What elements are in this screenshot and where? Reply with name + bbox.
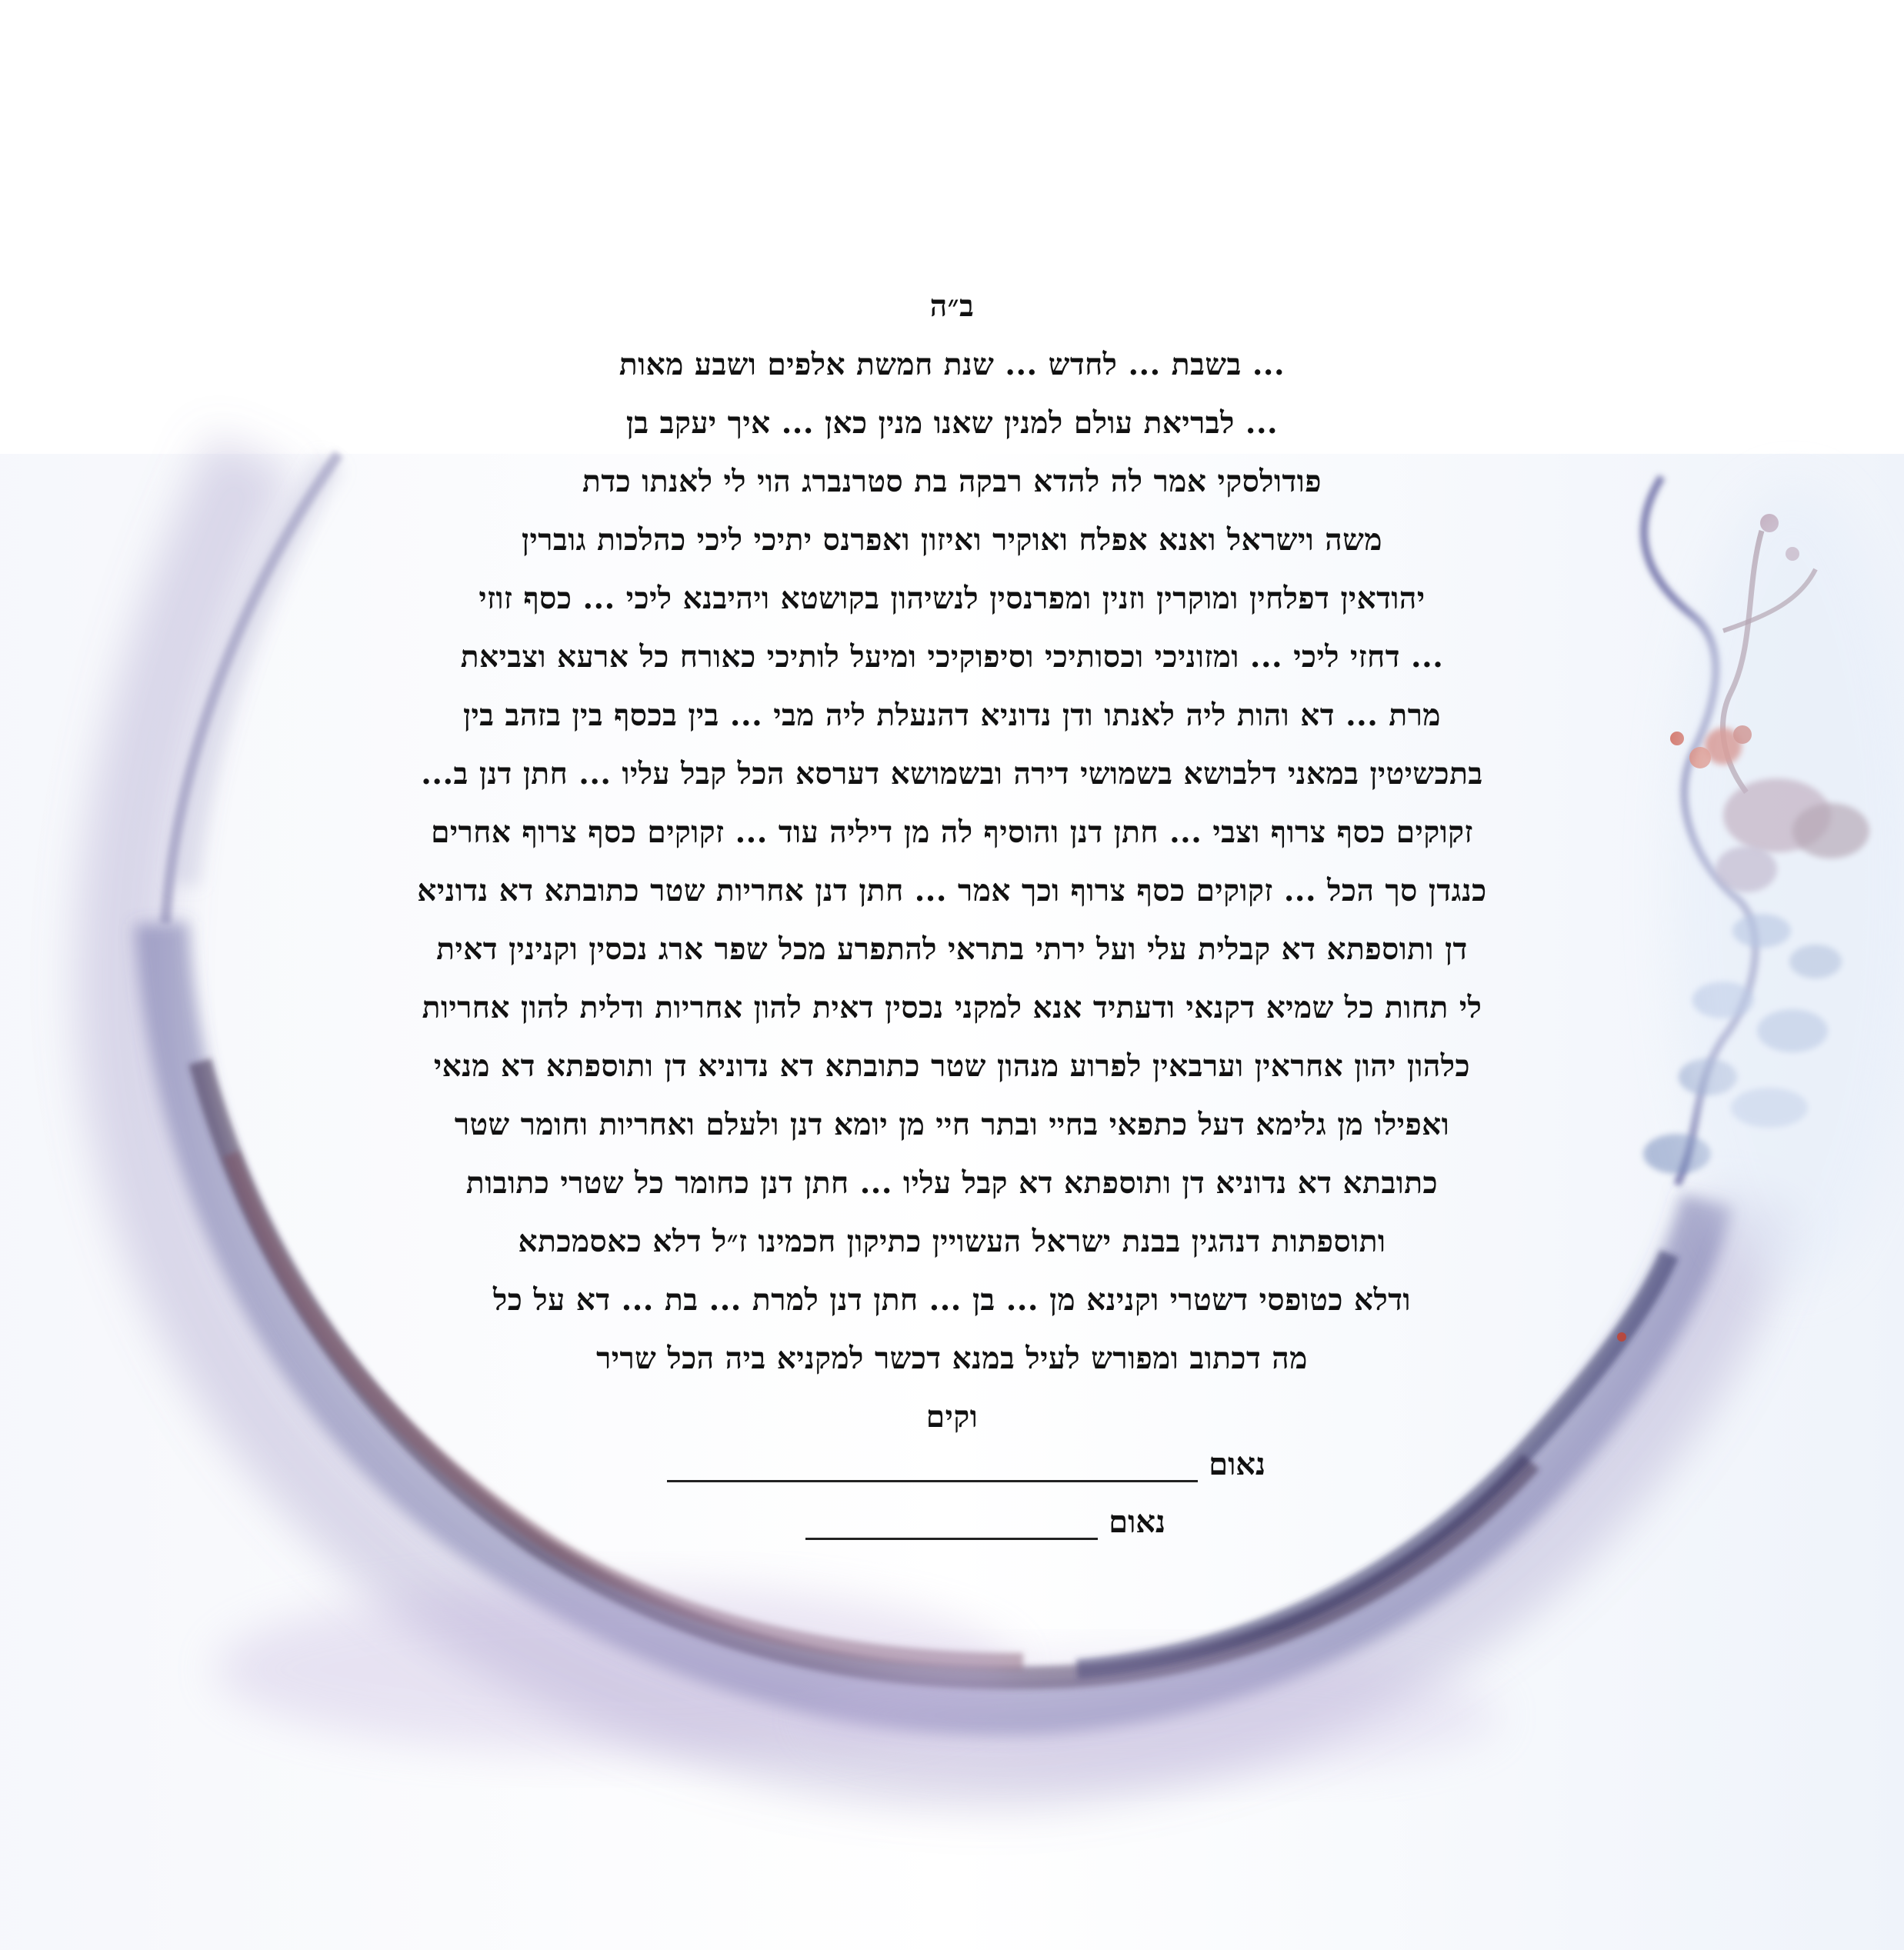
text-line-18: מה דכתוב ומפורש לעיל במנא דכשר למקניא ביה הכל שריר xyxy=(596,1341,1308,1376)
witness-2-signature-line xyxy=(805,1515,1098,1540)
text-line-15: כתובתא דא נדוניא דן ותוספתא דא קבל עליו ... חתן דנן כחומר כל שטרי כתובות xyxy=(465,1165,1439,1201)
text-line-9: זקוקים כסף צרוף וצבי ... חתן דנן והוסיף לה מן דיליה עוד ... זקוקים כסף צרוף אחרים xyxy=(431,815,1473,850)
text-line-17: ודלא כטופסי דשטרי וקנינא מן ... בן ... חתן דנן למרת ... בת ... דא על כל xyxy=(493,1282,1411,1318)
witness-1-label: נאום xyxy=(1209,1446,1265,1482)
ketubah-text xyxy=(0,277,1904,1446)
header-bh: ב״ה xyxy=(929,288,975,324)
text-line-8: בתכשיטין במאני דלבושא בשמושי דירה ובשמושא דערסא הכל קבל עליו ... חתן דנן ב... xyxy=(421,756,1483,792)
witness-2-label: נאום xyxy=(1109,1504,1165,1540)
text-line-10: כנגדן סך הכל ... זקוקים כסף צרוף וכך אמר ... חתן דנן אחריות שטר כתובתא דא נדוניא xyxy=(417,873,1487,908)
text-line-7: מרת ... דא והות ליה לאנתו ודן נדוניא דהנעלת ליה מבי ... בין בכסף בין בזהב בין xyxy=(463,698,1441,733)
text-line-12: לי תחות כל שמיא דקנאי ודעתיד אנא למקני נכסין דאית להון אחריות ודלית להון אחריות xyxy=(422,990,1482,1025)
text-line-4: משה וישראל ואנא אפלח ואוקיר ואיזון ואפרנס יתיכי ליכי כהלכות גוברין xyxy=(522,522,1382,558)
witness-2-signature xyxy=(805,1504,1165,1540)
text-line-16: ותוספתות דנהגין בבנת ישראל העשויין כתיקון חכמינו ז״ל דלא כאסמכתא xyxy=(518,1224,1386,1259)
text-line-2: ... לבריאת עולם למנין שאנו מנין כאן ... איך יעקב בן xyxy=(625,405,1279,441)
witness-1-signature xyxy=(667,1446,1265,1482)
text-line-1: ... בשבת ... לחדש ... שנת חמשת אלפים ושבע מאות xyxy=(619,347,1285,382)
text-line-5: יהודאין דפלחין ומוקרין וזנין ומפרנסין לנשיהון בקושטא ויהיבנא ליכי ... כסף זוזי xyxy=(479,581,1425,616)
text-line-14: ואפילו מן גלימא דעל כתפאי בחיי ובתר חיי מן יומא דנן ולעלם ואחריות וחומר שטר xyxy=(454,1107,1450,1142)
text-line-13: כלהון יהון אחראין וערבאין לפרוע מנהון שטר כתובתא דא נדוניא דן ותוספתא דא מנאי xyxy=(433,1048,1471,1084)
text-line-3: פודולסקי אמר לה להדא רבקה בת סטרנברג הוי לי לאנתו כדת xyxy=(582,464,1322,499)
text-line-19: וקים xyxy=(925,1399,979,1435)
text-line-6: ... דחזי ליכי ... ומזוניכי וכסותיכי וסיפוקיכי ומיעל לותיכי כאורח כל ארעא וצביאת xyxy=(460,639,1444,675)
witness-1-signature-line xyxy=(667,1457,1198,1482)
text-line-11: דן ותוספתא דא קבלית עלי ועל ירתי בתראי להתפרע מכל שפר ארג נכסין וקנינין דאית xyxy=(436,932,1468,967)
